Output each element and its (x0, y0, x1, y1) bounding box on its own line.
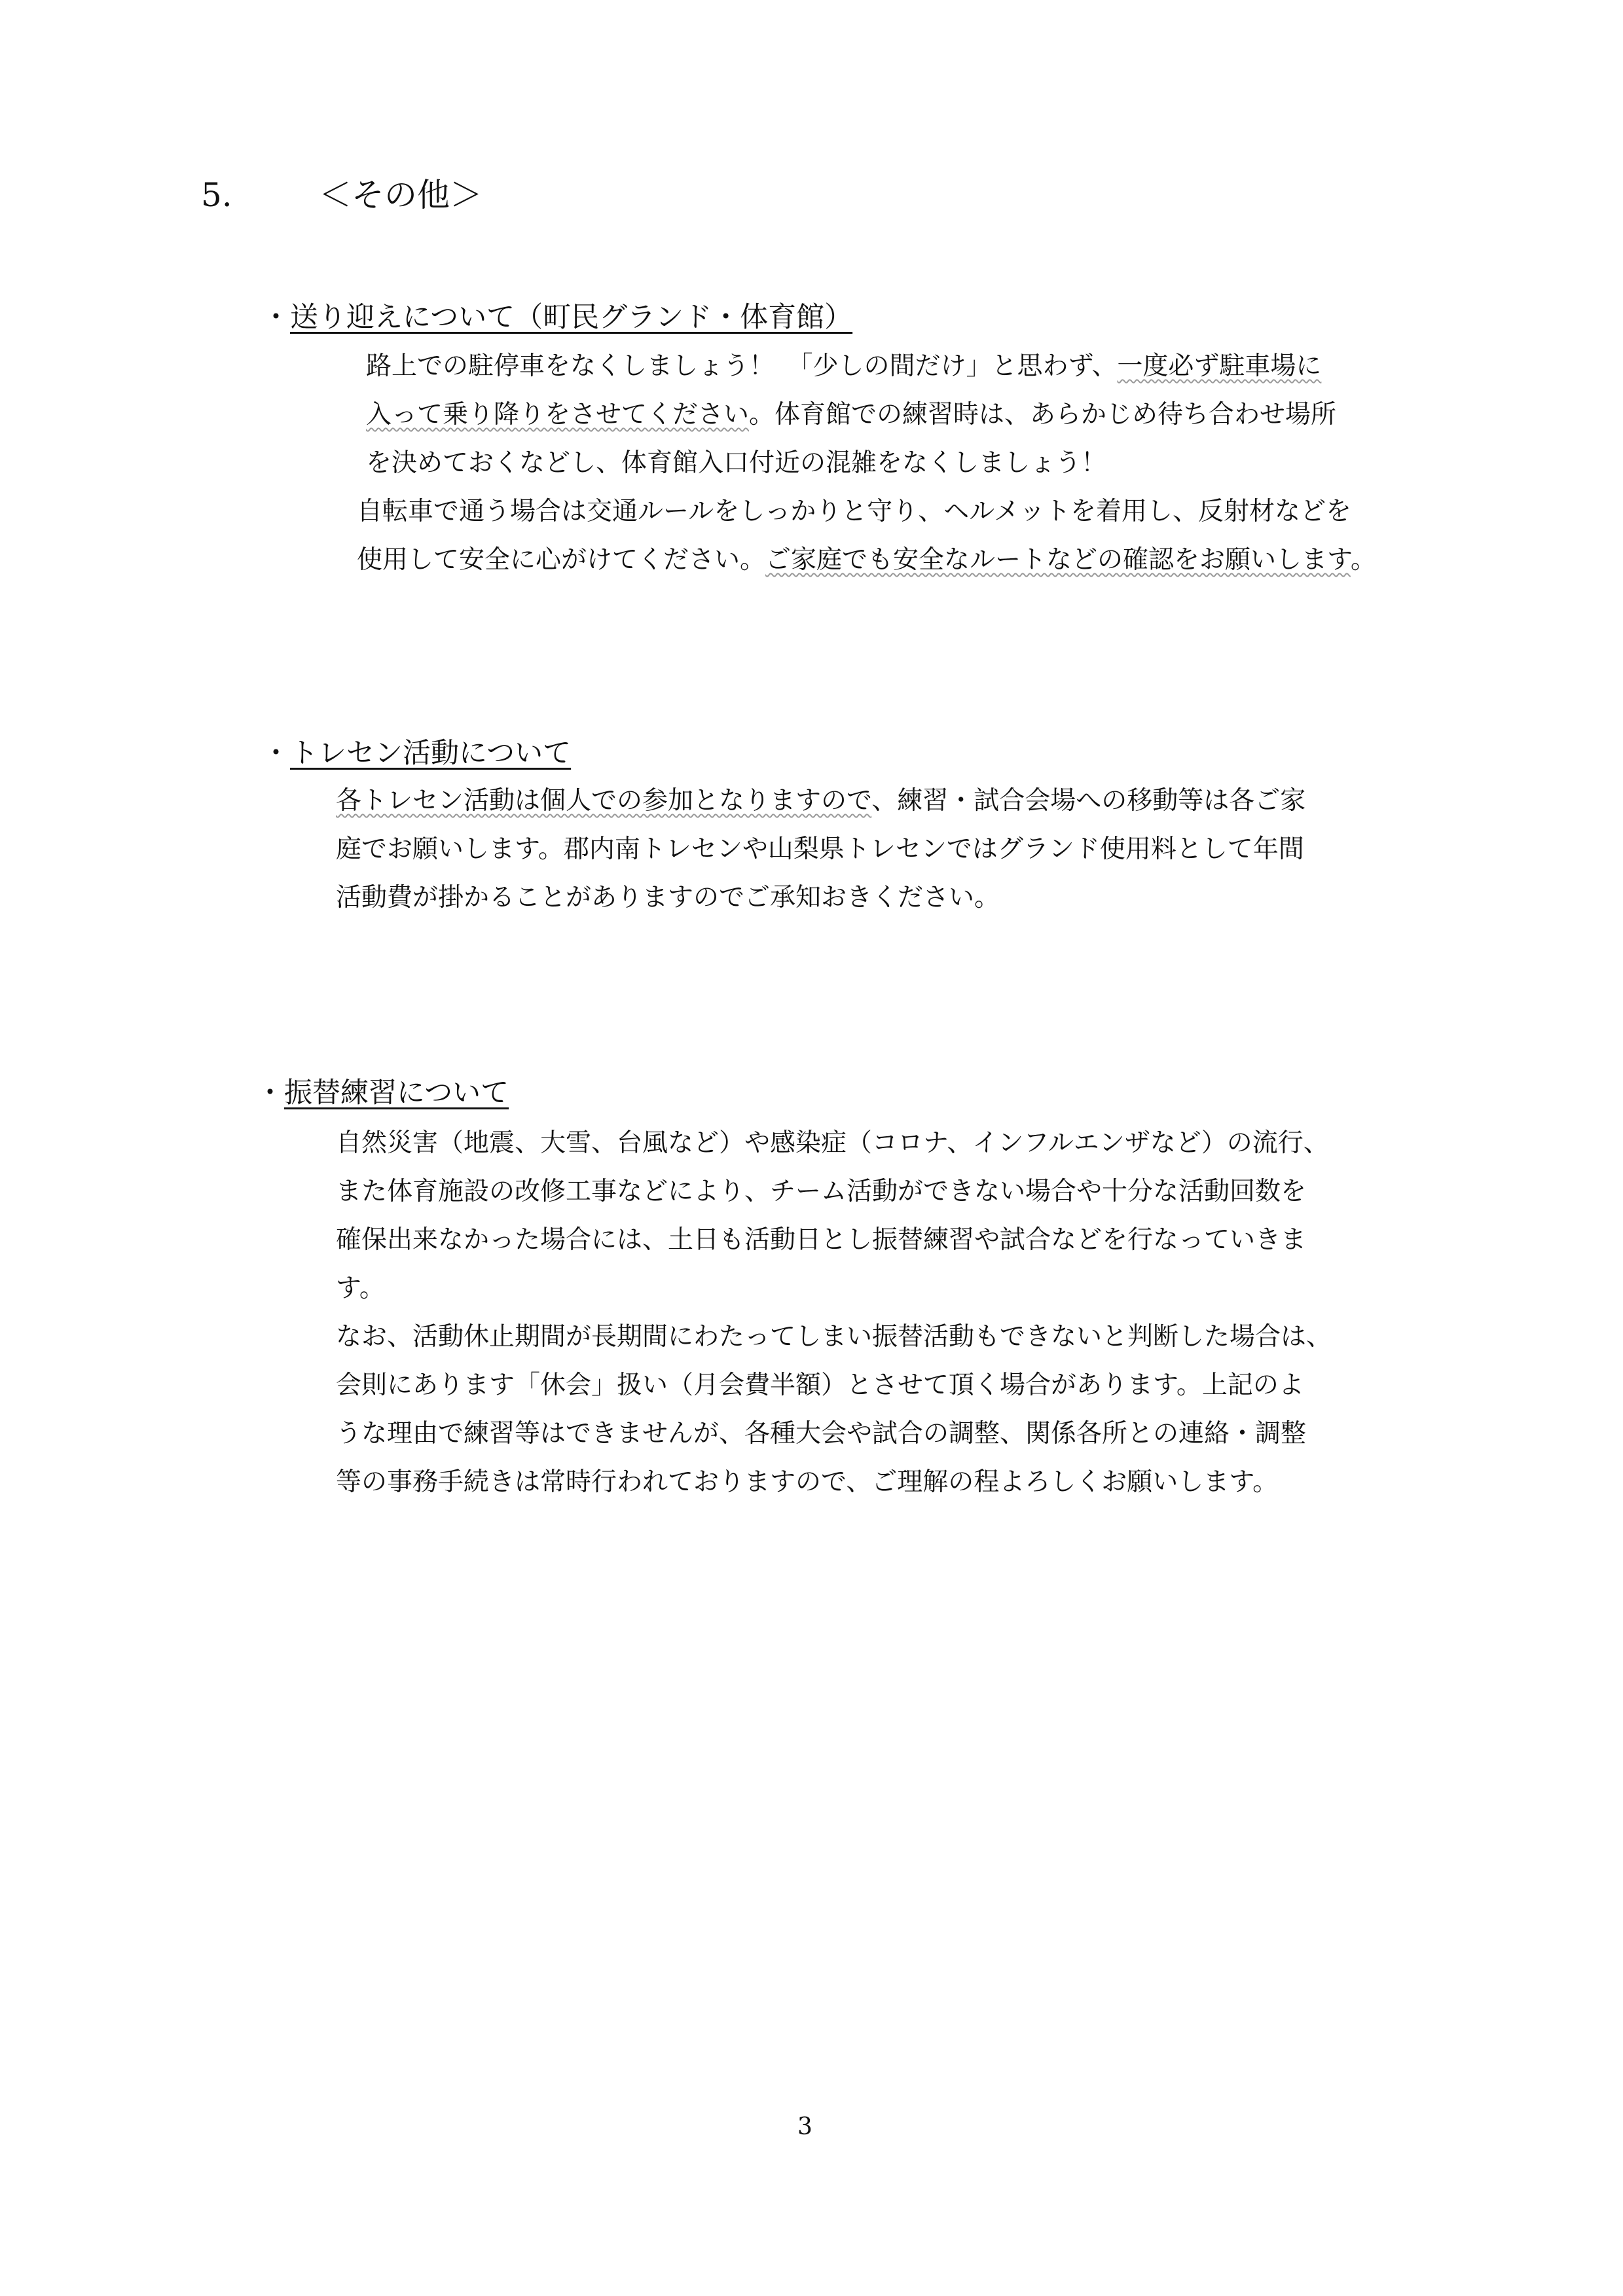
paragraph-line: 入って乗り降りをさせてください。体育館での練習時は、あらかじめ待ち合わせ場所 (366, 400, 1337, 429)
paragraph-line: す。 (336, 1274, 385, 1303)
bullet: ・ (262, 737, 290, 770)
title-text: 送り迎えについて（町民グランド・体育館） (290, 301, 853, 334)
paragraph-line: 路上での駐停車をなくしましょう！ 「少しの間だけ」と思わず、一度必ず駐車場に (366, 351, 1322, 381)
bullet: ・ (262, 301, 290, 334)
section-title-pickup (262, 299, 852, 336)
paragraph-line: なお、活動休止期間が長期間にわたってしまい振替活動もできないと判断した場合は、 (336, 1322, 1332, 1352)
paragraph-line: うな理由で練習等はできませんが、各種大会や試合の調整、関係各所との連絡・調整 (336, 1419, 1307, 1448)
paragraph-line: 確保出来なかった場合には、土日も活動日とし振替練習や試合などを行なっていきま (336, 1225, 1307, 1255)
paragraph-line: 自然災害（地震、大雪、台風など）や感染症（コロナ、インフルエンザなど）の流行、 (336, 1128, 1329, 1158)
paragraph-line: 各トレセン活動は個人での参加となりますので、練習・試合会場への移動等は各ご家 (336, 786, 1306, 816)
section-number: 5. (201, 176, 232, 214)
title-text: 振替練習について (284, 1077, 509, 1109)
section-title-tracen (262, 735, 571, 772)
paragraph-line: 使用して安全に心がけてください。ご家庭でも安全なルートなどの確認をお願いします。 (357, 545, 1376, 575)
section-heading: ＜その他＞ (319, 176, 483, 214)
title-text: トレセン活動について (290, 737, 572, 770)
paragraph-line: 等の事務手続きは常時行われておりますので、ご理解の程よろしくお願いします。 (336, 1467, 1279, 1497)
bullet: ・ (256, 1077, 284, 1109)
paragraph-line: を決めておくなどし、体育館入口付近の混雑をなくしましょう！ (366, 448, 1107, 478)
paragraph-line: 自転車で通う場合は交通ルールをしっかりと守り、ヘルメットを着用し、反射材などを (357, 497, 1352, 526)
page-number: 3 (797, 2113, 812, 2140)
paragraph-line: 庭でお願いします。郡内南トレセンや山梨県トレセンではグランド使用料として年間 (336, 834, 1304, 864)
paragraph-line: また体育施設の改修工事などにより、チーム活動ができない場合や十分な活動回数を (336, 1177, 1307, 1206)
section-title-makeup-practice (256, 1075, 509, 1111)
paragraph-line: 活動費が掛かることがありますのでご承知おきください。 (336, 883, 1000, 912)
paragraph-line: 会則にあります「休会」扱い（月会費半額）とさせて頂く場合があります。上記のよ (336, 1371, 1304, 1400)
